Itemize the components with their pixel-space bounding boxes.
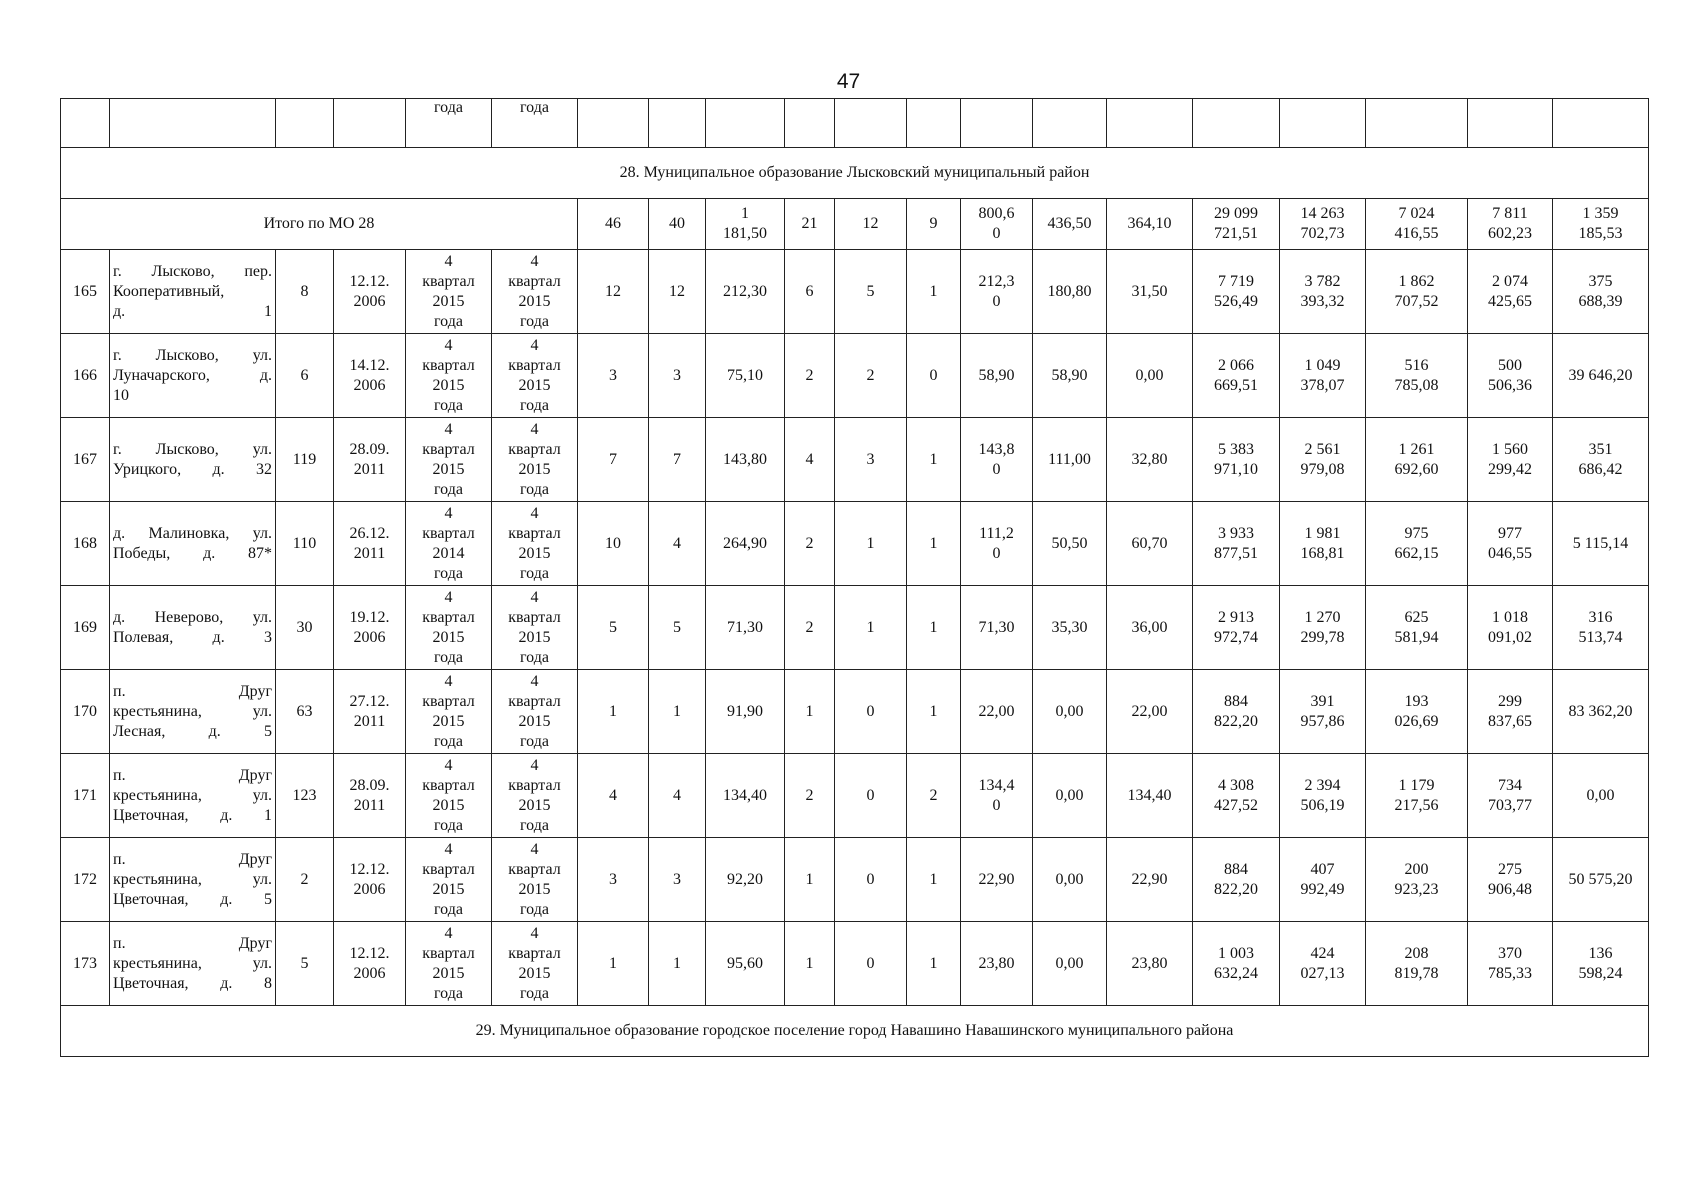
table-cell: 4 квартал 2015 года <box>406 586 492 670</box>
table-cell: 4 квартал 2015 года <box>406 922 492 1006</box>
table-cell: 4 <box>649 502 706 586</box>
table-cell: 2 <box>785 754 835 838</box>
header-cell <box>785 99 835 148</box>
table-cell: 975 662,15 <box>1366 502 1468 586</box>
table-cell: 119 <box>276 418 334 502</box>
table-cell: 36,00 <box>1107 586 1193 670</box>
header-cell <box>706 99 785 148</box>
table-row <box>61 334 1649 418</box>
table-cell: 58,90 <box>961 334 1033 418</box>
table-cell: 143,80 <box>706 418 785 502</box>
table-cell: 123 <box>276 754 334 838</box>
row-number-cell: 173 <box>61 922 110 1006</box>
table-cell: 4 308 427,52 <box>1193 754 1280 838</box>
table-cell: 3 933 877,51 <box>1193 502 1280 586</box>
table-cell: 23,80 <box>961 922 1033 1006</box>
table-row <box>61 922 1649 1006</box>
table-cell: 22,00 <box>961 670 1033 754</box>
header-cell <box>1033 99 1107 148</box>
table-cell: 50 575,20 <box>1553 838 1649 922</box>
table-cell: 391 957,86 <box>1280 670 1366 754</box>
table-cell: 5 383 971,10 <box>1193 418 1280 502</box>
table-cell: 1 <box>907 250 961 334</box>
table-cell: 1 <box>785 922 835 1006</box>
header-cell <box>334 99 406 148</box>
table-cell: 1 <box>649 670 706 754</box>
table-cell: 134,40 <box>706 754 785 838</box>
table-cell: 71,30 <box>706 586 785 670</box>
table-cell: 71,30 <box>961 586 1033 670</box>
table-cell: 5 <box>649 586 706 670</box>
header-cell <box>1280 99 1366 148</box>
table-cell: 1 <box>785 670 835 754</box>
table-row <box>61 586 1649 670</box>
table-cell: 2 <box>276 838 334 922</box>
table-cell: 1 003 632,24 <box>1193 922 1280 1006</box>
table-cell: 0 <box>835 838 907 922</box>
total-cell: 12 <box>835 199 907 250</box>
header-cell <box>110 99 276 148</box>
table-cell: 7 <box>649 418 706 502</box>
table-cell: 39 646,20 <box>1553 334 1649 418</box>
table-cell: 2 <box>907 754 961 838</box>
address-cell: п. Друг крестьянина, ул. Цветочная, д. 5 <box>110 838 276 922</box>
table-cell: 4 квартал 2015 года <box>492 502 578 586</box>
table-cell: 1 <box>835 502 907 586</box>
table-cell: 0,00 <box>1033 922 1107 1006</box>
table-cell: 4 квартал 2015 года <box>492 586 578 670</box>
table-cell: 3 <box>649 838 706 922</box>
table-cell: 212,3 0 <box>961 250 1033 334</box>
table-cell: 12 <box>578 250 649 334</box>
table-cell: 4 <box>578 754 649 838</box>
header-cell <box>1468 99 1553 148</box>
header-cell <box>1366 99 1468 148</box>
table-cell: 10 <box>578 502 649 586</box>
table-cell: 977 046,55 <box>1468 502 1553 586</box>
table-cell: 734 703,77 <box>1468 754 1553 838</box>
address-cell: п. Друг крестьянина, ул. Цветочная, д. 1 <box>110 754 276 838</box>
table-cell: 2 913 972,74 <box>1193 586 1280 670</box>
table-cell: 83 362,20 <box>1553 670 1649 754</box>
table-cell: 275 906,48 <box>1468 838 1553 922</box>
table-cell: 4 квартал 2015 года <box>492 250 578 334</box>
table-cell: 12.12. 2006 <box>334 250 406 334</box>
table-row <box>61 418 1649 502</box>
row-number-cell: 165 <box>61 250 110 334</box>
address-cell: п. Друг крестьянина, ул. Лесная, д. 5 <box>110 670 276 754</box>
section-title: 29. Муниципальное образование городское поселение город Навашино Навашинского муниципального района <box>61 1006 1649 1057</box>
table-cell: 0 <box>835 922 907 1006</box>
table-cell: 1 261 692,60 <box>1366 418 1468 502</box>
table-cell: 625 581,94 <box>1366 586 1468 670</box>
table-cell: 7 <box>578 418 649 502</box>
table-cell: 28.09. 2011 <box>334 754 406 838</box>
row-number-cell: 172 <box>61 838 110 922</box>
table-cell: 4 квартал 2015 года <box>492 922 578 1006</box>
table-cell: 193 026,69 <box>1366 670 1468 754</box>
table-cell: 19.12. 2006 <box>334 586 406 670</box>
total-cell: 1 359 185,53 <box>1553 199 1649 250</box>
table-cell: 5 <box>835 250 907 334</box>
table-cell: 12.12. 2006 <box>334 838 406 922</box>
table-cell: 23,80 <box>1107 922 1193 1006</box>
total-label: Итого по МО 28 <box>61 199 578 250</box>
table-cell: 299 837,65 <box>1468 670 1553 754</box>
table-cell: 3 <box>649 334 706 418</box>
table-row <box>61 670 1649 754</box>
address-cell: д. Малиновка, ул. Победы, д. 87* <box>110 502 276 586</box>
row-number-cell: 169 <box>61 586 110 670</box>
table-cell: 4 квартал 2015 года <box>406 670 492 754</box>
table-cell: 75,10 <box>706 334 785 418</box>
table-cell: 1 <box>785 838 835 922</box>
table-cell: 5 <box>276 922 334 1006</box>
header-cell <box>961 99 1033 148</box>
table-cell: 1 <box>578 922 649 1006</box>
table-row <box>61 754 1649 838</box>
address-cell: г. Лысково, ул. Урицкого, д. 32 <box>110 418 276 502</box>
table-cell: 2 074 425,65 <box>1468 250 1553 334</box>
table-cell: 1 <box>907 670 961 754</box>
table-cell: 4 квартал 2015 года <box>492 754 578 838</box>
total-cell: 7 811 602,23 <box>1468 199 1553 250</box>
table-cell: 91,90 <box>706 670 785 754</box>
total-cell: 7 024 416,55 <box>1366 199 1468 250</box>
table-cell: 1 <box>907 838 961 922</box>
table-cell: 200 923,23 <box>1366 838 1468 922</box>
table-cell: 110 <box>276 502 334 586</box>
row-number-cell: 167 <box>61 418 110 502</box>
total-cell: 46 <box>578 199 649 250</box>
table-cell: 4 квартал 2015 года <box>492 418 578 502</box>
table-cell: 50,50 <box>1033 502 1107 586</box>
table-cell: 1 <box>835 586 907 670</box>
section-28-row <box>61 148 1649 199</box>
table-cell: 28.09. 2011 <box>334 418 406 502</box>
header-cell: года <box>406 99 492 148</box>
table-cell: 1 179 217,56 <box>1366 754 1468 838</box>
table-cell: 4 <box>785 418 835 502</box>
total-cell: 1 181,50 <box>706 199 785 250</box>
table-cell: 500 506,36 <box>1468 334 1553 418</box>
row-number-cell: 168 <box>61 502 110 586</box>
table-cell: 4 квартал 2015 года <box>406 754 492 838</box>
table-cell: 0,00 <box>1553 754 1649 838</box>
housing-program-table <box>60 98 1649 1057</box>
table-cell: 31,50 <box>1107 250 1193 334</box>
table-cell: 1 018 091,02 <box>1468 586 1553 670</box>
total-cell: 40 <box>649 199 706 250</box>
table-cell: 884 822,20 <box>1193 838 1280 922</box>
table-cell: 208 819,78 <box>1366 922 1468 1006</box>
table-cell: 370 785,33 <box>1468 922 1553 1006</box>
table-row <box>61 838 1649 922</box>
table-cell: 0 <box>835 670 907 754</box>
table-cell: 375 688,39 <box>1553 250 1649 334</box>
table-cell: 6 <box>276 334 334 418</box>
table-cell: 1 981 168,81 <box>1280 502 1366 586</box>
table-cell: 26.12. 2011 <box>334 502 406 586</box>
table-row <box>61 250 1649 334</box>
table-cell: 22,90 <box>961 838 1033 922</box>
table-cell: 32,80 <box>1107 418 1193 502</box>
row-number-cell: 171 <box>61 754 110 838</box>
total-cell: 436,50 <box>1033 199 1107 250</box>
header-cell <box>276 99 334 148</box>
table-cell: 143,8 0 <box>961 418 1033 502</box>
table-cell: 212,30 <box>706 250 785 334</box>
table-cell: 2 394 506,19 <box>1280 754 1366 838</box>
section-title: 28. Муниципальное образование Лысковский муниципальный район <box>61 148 1649 199</box>
table-cell: 58,90 <box>1033 334 1107 418</box>
address-cell: г. Лысково, пер. Кооперативный, д. 1 <box>110 250 276 334</box>
table-cell: 264,90 <box>706 502 785 586</box>
table-cell: 351 686,42 <box>1553 418 1649 502</box>
table-cell: 63 <box>276 670 334 754</box>
table-cell: 27.12. 2011 <box>334 670 406 754</box>
table-cell: 2 <box>785 586 835 670</box>
table-cell: 0,00 <box>1107 334 1193 418</box>
table-cell: 134,4 0 <box>961 754 1033 838</box>
header-cell <box>907 99 961 148</box>
table-cell: 0,00 <box>1033 670 1107 754</box>
table-cell: 3 <box>578 334 649 418</box>
table-cell: 1 <box>907 922 961 1006</box>
address-cell: д. Неверово, ул. Полевая, д. 3 <box>110 586 276 670</box>
table-cell: 3 <box>578 838 649 922</box>
table-cell: 4 квартал 2015 года <box>492 838 578 922</box>
address-cell: п. Друг крестьянина, ул. Цветочная, д. 8 <box>110 922 276 1006</box>
table-cell: 1 862 707,52 <box>1366 250 1468 334</box>
header-cell: года <box>492 99 578 148</box>
table-cell: 4 квартал 2015 года <box>406 418 492 502</box>
table-cell: 424 027,13 <box>1280 922 1366 1006</box>
total-row <box>61 199 1649 250</box>
total-cell: 14 263 702,73 <box>1280 199 1366 250</box>
table-row <box>61 502 1649 586</box>
section-29-row <box>61 1006 1649 1057</box>
header-cell <box>1193 99 1280 148</box>
header-continuation-row <box>61 99 1649 148</box>
table-cell: 111,2 0 <box>961 502 1033 586</box>
table-cell: 8 <box>276 250 334 334</box>
table-cell: 3 782 393,32 <box>1280 250 1366 334</box>
table-cell: 7 719 526,49 <box>1193 250 1280 334</box>
table-cell: 1 <box>649 922 706 1006</box>
table-cell: 2 066 669,51 <box>1193 334 1280 418</box>
header-cell <box>835 99 907 148</box>
table-cell: 1 049 378,07 <box>1280 334 1366 418</box>
table-cell: 4 квартал 2014 года <box>406 502 492 586</box>
table-cell: 35,30 <box>1033 586 1107 670</box>
table-cell: 1 <box>907 502 961 586</box>
table-cell: 136 598,24 <box>1553 922 1649 1006</box>
table-cell: 884 822,20 <box>1193 670 1280 754</box>
table-cell: 0,00 <box>1033 838 1107 922</box>
table-cell: 2 561 979,08 <box>1280 418 1366 502</box>
table-cell: 111,00 <box>1033 418 1107 502</box>
table-cell: 22,90 <box>1107 838 1193 922</box>
table-cell: 407 992,49 <box>1280 838 1366 922</box>
total-cell: 21 <box>785 199 835 250</box>
table-cell: 5 115,14 <box>1553 502 1649 586</box>
table-cell: 1 270 299,78 <box>1280 586 1366 670</box>
table-cell: 30 <box>276 586 334 670</box>
table-cell: 2 <box>835 334 907 418</box>
total-cell: 9 <box>907 199 961 250</box>
header-cell <box>649 99 706 148</box>
row-number-cell: 166 <box>61 334 110 418</box>
header-cell <box>1553 99 1649 148</box>
header-cell <box>578 99 649 148</box>
header-cell <box>1107 99 1193 148</box>
table-cell: 2 <box>785 334 835 418</box>
table-cell: 3 <box>835 418 907 502</box>
total-cell: 800,6 0 <box>961 199 1033 250</box>
table-cell: 95,60 <box>706 922 785 1006</box>
total-cell: 29 099 721,51 <box>1193 199 1280 250</box>
table-cell: 60,70 <box>1107 502 1193 586</box>
table-cell: 4 квартал 2015 года <box>406 838 492 922</box>
address-cell: г. Лысково, ул. Луначарского, д. 10 <box>110 334 276 418</box>
table-cell: 0 <box>907 334 961 418</box>
table-cell: 316 513,74 <box>1553 586 1649 670</box>
table-cell: 516 785,08 <box>1366 334 1468 418</box>
total-cell: 364,10 <box>1107 199 1193 250</box>
table-cell: 4 квартал 2015 года <box>406 334 492 418</box>
table-cell: 22,00 <box>1107 670 1193 754</box>
table-cell: 134,40 <box>1107 754 1193 838</box>
table-cell: 0 <box>835 754 907 838</box>
table-cell: 92,20 <box>706 838 785 922</box>
table-cell: 2 <box>785 502 835 586</box>
table-cell: 4 квартал 2015 года <box>492 334 578 418</box>
table-cell: 6 <box>785 250 835 334</box>
table-cell: 0,00 <box>1033 754 1107 838</box>
table-cell: 12.12. 2006 <box>334 922 406 1006</box>
table-cell: 4 квартал 2015 года <box>406 250 492 334</box>
table-cell: 12 <box>649 250 706 334</box>
page-number: 47 <box>836 70 861 93</box>
table-cell: 4 <box>649 754 706 838</box>
table-cell: 4 квартал 2015 года <box>492 670 578 754</box>
table-cell: 5 <box>578 586 649 670</box>
header-cell <box>61 99 110 148</box>
table-cell: 1 560 299,42 <box>1468 418 1553 502</box>
row-number-cell: 170 <box>61 670 110 754</box>
table-cell: 1 <box>578 670 649 754</box>
table-cell: 14.12. 2006 <box>334 334 406 418</box>
table-cell: 1 <box>907 418 961 502</box>
table-cell: 1 <box>907 586 961 670</box>
table-cell: 180,80 <box>1033 250 1107 334</box>
